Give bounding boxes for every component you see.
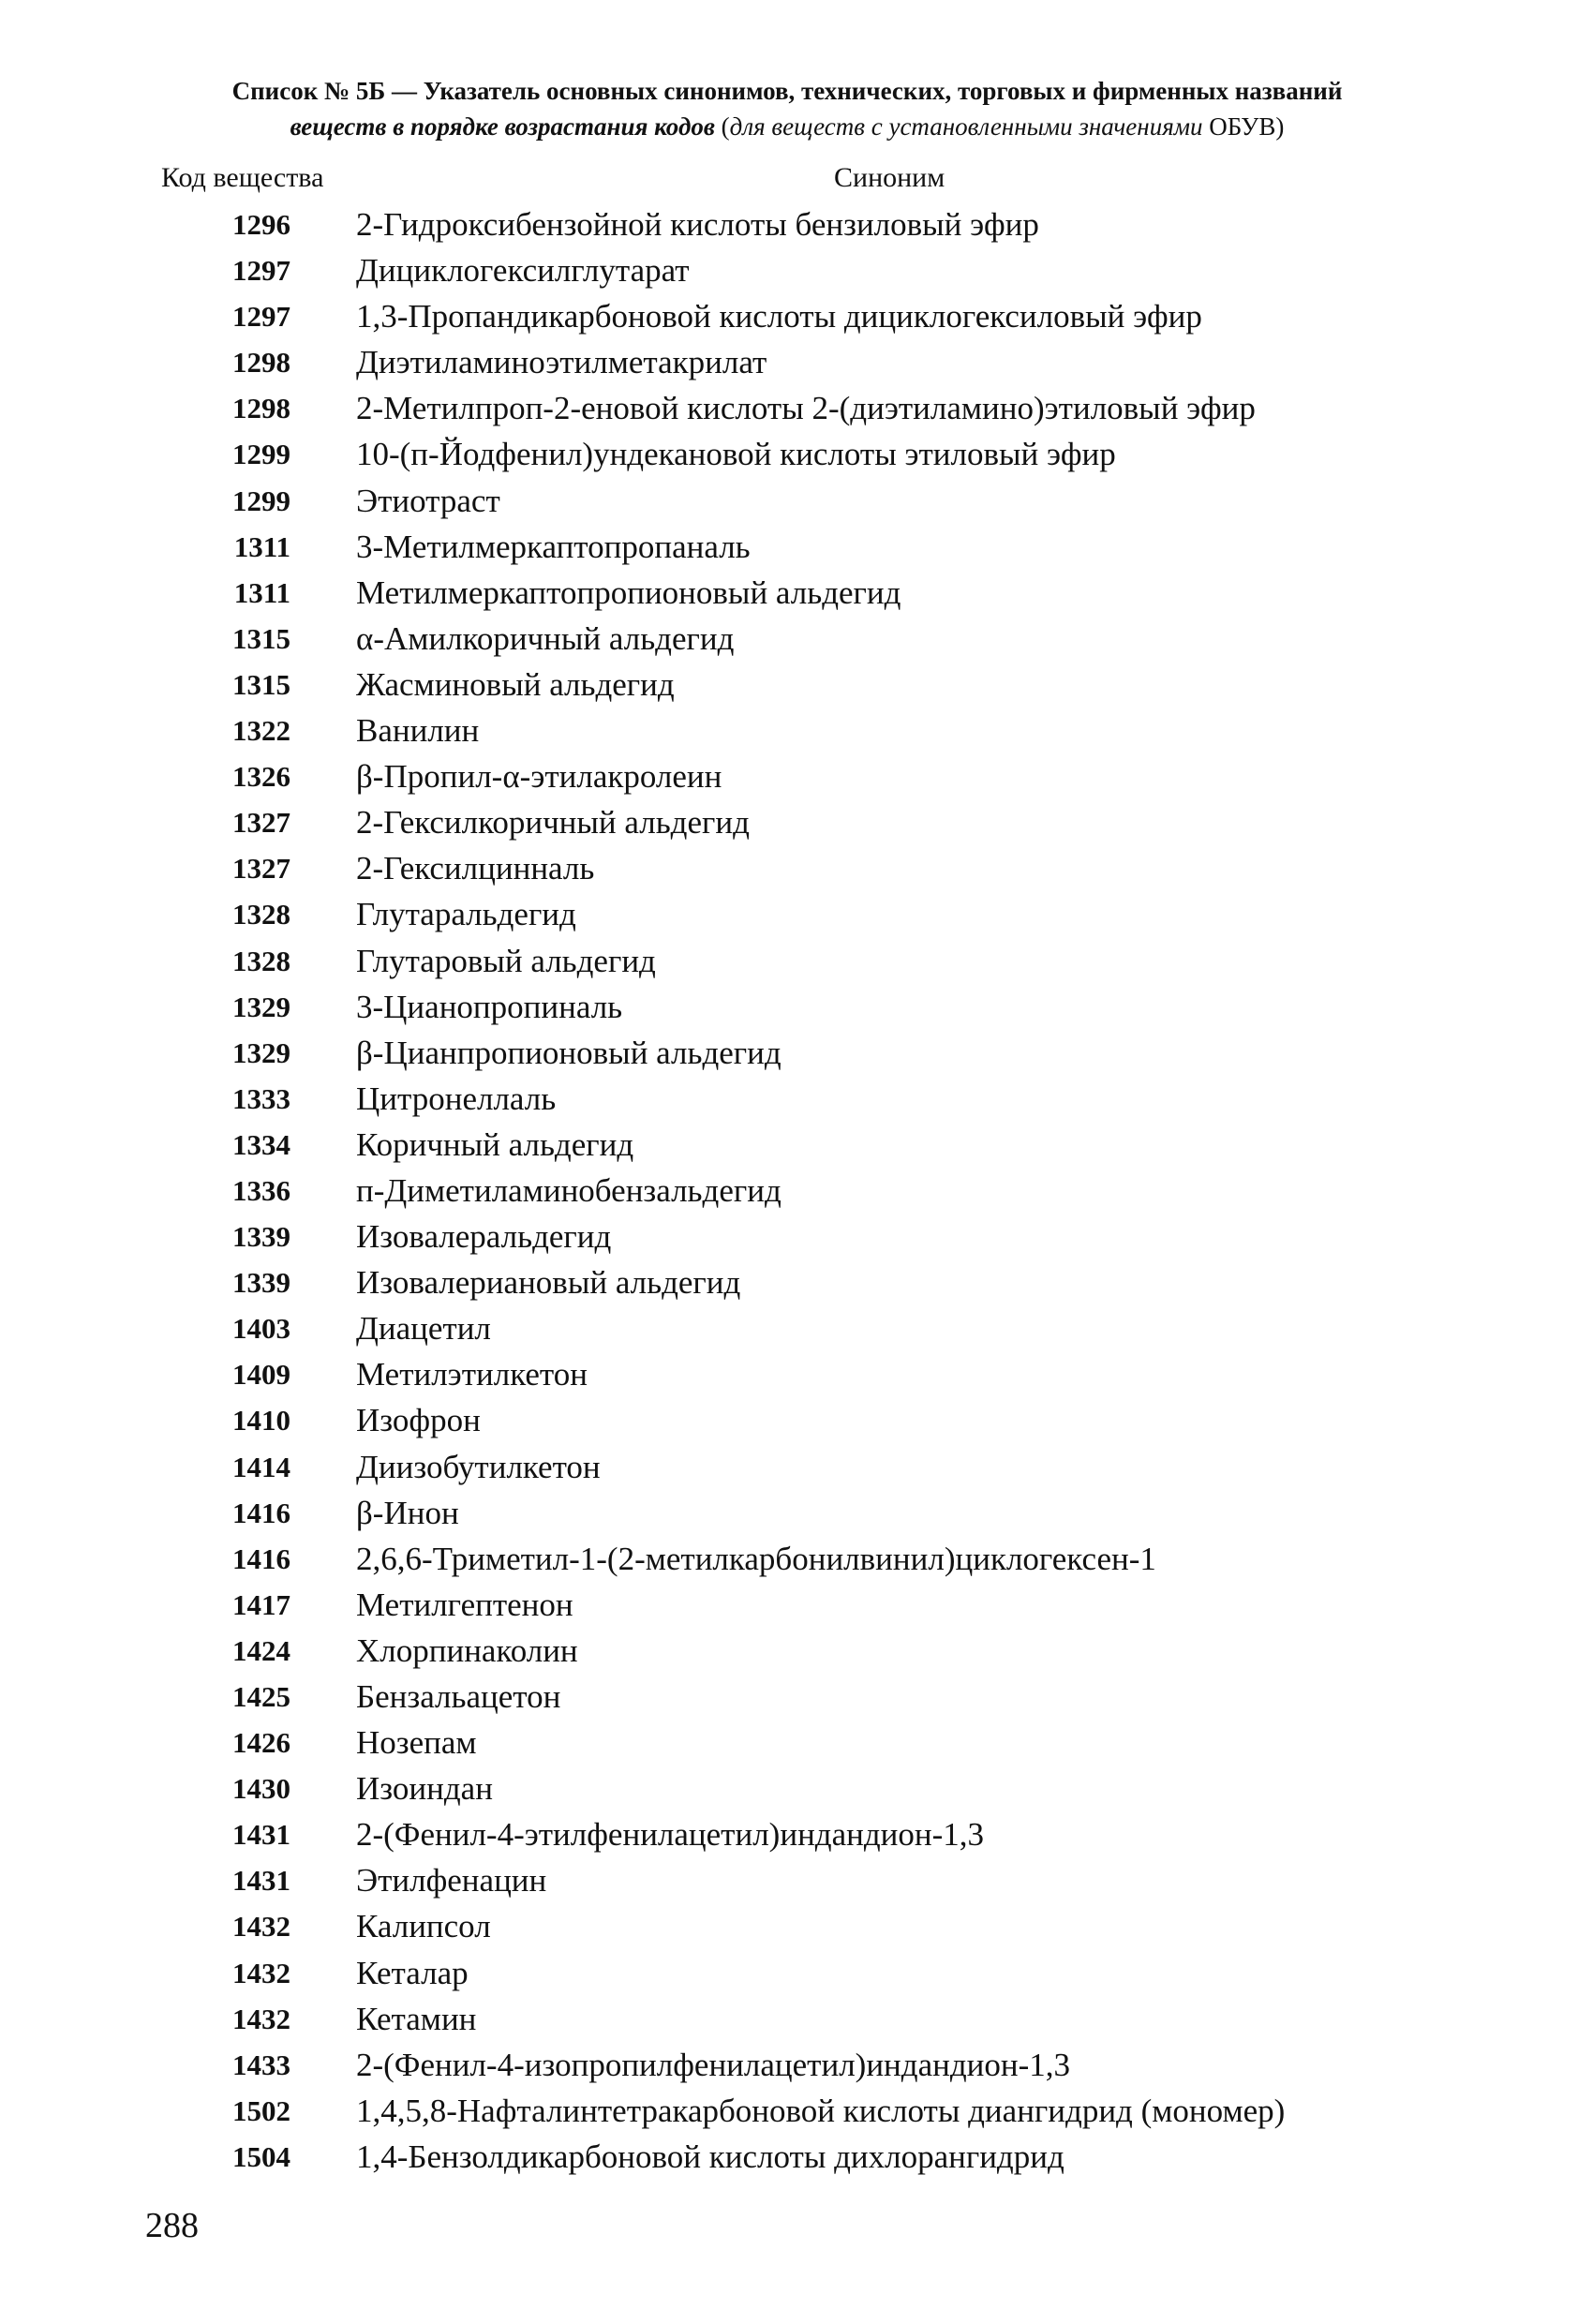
substance-code: 1299 <box>232 484 290 517</box>
table-row <box>0 1030 1593 1076</box>
table-row <box>0 2088 1593 2134</box>
substance-code: 1432 <box>232 1956 290 1989</box>
substance-code: 1315 <box>232 621 290 655</box>
table-row <box>0 1536 1593 1582</box>
substance-code: 1328 <box>232 944 290 977</box>
synonym-text: Метилгептенон <box>356 1586 573 1623</box>
table-row <box>0 2042 1593 2088</box>
table-row <box>0 1857 1593 1903</box>
synonym-text: β-Пропил-α-этилакролеин <box>356 758 722 796</box>
table-row <box>0 385 1593 431</box>
synonym-text: 2-(Фенил-4-этилфенилацетил)индандион-1,3 <box>356 1816 985 1854</box>
synonym-text: Жасминовый альдегид <box>356 665 675 703</box>
table-row <box>0 1765 1593 1811</box>
substance-code: 1403 <box>232 1312 290 1346</box>
synonym-text: Глутаральдегид <box>356 896 576 933</box>
table-row <box>0 2134 1593 2180</box>
table-row <box>0 1351 1593 1397</box>
table-row <box>0 1076 1593 1122</box>
table-row <box>0 616 1593 662</box>
table-row <box>0 845 1593 891</box>
substance-code: 1424 <box>232 1633 290 1667</box>
substance-code: 1297 <box>232 254 290 288</box>
table-row <box>0 1122 1593 1168</box>
synonym-text: Нозепам <box>356 1724 477 1762</box>
substance-code: 1425 <box>232 1680 290 1713</box>
synonym-text: 3-Цианопропиналь <box>356 988 623 1025</box>
column-header-code: Код вещества <box>161 162 324 193</box>
table-row <box>0 1582 1593 1628</box>
substance-code: 1311 <box>233 575 290 609</box>
synonym-text: Этиотраст <box>356 482 500 519</box>
table-row <box>0 339 1593 385</box>
synonym-text: α-Амилкоричный альдегид <box>356 619 735 657</box>
synonym-text: Цитронеллаль <box>356 1080 557 1117</box>
synonym-text: Хлорпинаколин <box>356 1631 578 1669</box>
synonym-text: 2-Метилпроп-2-еновой кислоты 2-(диэтиламино)этиловый эфир <box>356 390 1256 427</box>
synonym-text: Диацетил <box>356 1310 491 1348</box>
table-row <box>0 1903 1593 1949</box>
synonym-text: Изовалеральдегид <box>356 1218 612 1256</box>
synonym-text: 10-(п-Йодфенил)ундекановой кислоты этиловый эфир <box>356 436 1116 473</box>
synonym-text: Ванилин <box>356 712 480 750</box>
table-row <box>0 1674 1593 1720</box>
synonym-text: β-Цианпропионовый альдегид <box>356 1034 782 1071</box>
substance-code: 1298 <box>232 392 290 425</box>
substance-code: 1328 <box>232 898 290 931</box>
synonym-text: 3-Метилмеркаптопропаналь <box>356 528 751 565</box>
substance-code: 1416 <box>232 1542 290 1575</box>
synonym-text: Изовалериановый альдегид <box>356 1264 741 1302</box>
table-row <box>0 1305 1593 1351</box>
substance-code: 1327 <box>232 852 290 886</box>
substance-code: 1326 <box>232 760 290 794</box>
synonym-text: Калипсол <box>356 1908 491 1945</box>
substance-code: 1329 <box>232 990 290 1023</box>
title-line-2 <box>141 109 1434 144</box>
synonym-text: Диэтиламиноэтилметакрилат <box>356 344 767 381</box>
synonym-text: Изоиндан <box>356 1770 493 1808</box>
table-row <box>0 1168 1593 1214</box>
synonym-text: 1,4-Бензолдикарбоновой кислоты дихлорангидрид <box>356 2138 1064 2175</box>
table-row <box>0 1490 1593 1536</box>
page-title <box>141 73 1434 144</box>
substance-code: 1333 <box>232 1081 290 1115</box>
synonym-text: п-Диметиламинобензальдегид <box>356 1171 782 1209</box>
substance-code: 1417 <box>232 1587 290 1621</box>
table-row <box>0 478 1593 524</box>
substance-code: 1426 <box>232 1726 290 1760</box>
synonym-text: 1,3-Пропандикарбоновой кислоты дициклогексиловый эфир <box>356 298 1202 335</box>
table-row <box>0 1259 1593 1305</box>
table-row <box>0 1444 1593 1490</box>
table-row <box>0 1397 1593 1443</box>
substance-code: 1433 <box>232 2048 290 2081</box>
table-row <box>0 1950 1593 1996</box>
table-row <box>0 753 1593 799</box>
synonym-text: Глутаровый альдегид <box>356 942 656 979</box>
substance-code: 1329 <box>232 1035 290 1069</box>
table-row <box>0 1996 1593 2042</box>
substance-code: 1432 <box>232 1910 290 1944</box>
table-row <box>0 1811 1593 1857</box>
substance-code: 1431 <box>232 1818 290 1852</box>
synonym-text: 2,6,6-Триметил-1-(2-метилкарбонилвинил)циклогексен-1 <box>356 1540 1156 1577</box>
table-row <box>0 1720 1593 1765</box>
substance-code: 1334 <box>232 1127 290 1161</box>
synonym-text: Этилфенацин <box>356 1862 547 1899</box>
table-row <box>0 570 1593 616</box>
substance-code: 1299 <box>232 438 290 471</box>
table-row <box>0 938 1593 984</box>
synonym-text: 2-(Фенил-4-изопропилфенилацетил)индандион-1,3 <box>356 2046 1071 2083</box>
title-line-2-emphasis: веществ в порядке возрастания кодов <box>290 112 715 141</box>
table-row <box>0 1628 1593 1674</box>
substance-code: 1336 <box>232 1173 290 1207</box>
substance-code: 1432 <box>232 2002 290 2035</box>
substance-code: 1339 <box>232 1220 290 1254</box>
table-row <box>0 201 1593 247</box>
synonym-text: Кеталар <box>356 1954 469 1991</box>
title-line-2-italic: для веществ с установленными значениями <box>729 112 1203 141</box>
synonym-text: Метилмеркаптопропионовый альдегид <box>356 574 901 611</box>
substance-code: 1298 <box>232 346 290 380</box>
page-number: 288 <box>145 2206 199 2245</box>
substance-code: 1431 <box>232 1864 290 1898</box>
synonym-text: Коричный альдегид <box>356 1125 634 1163</box>
substance-code: 1410 <box>232 1404 290 1438</box>
column-header-synonym: Синоним <box>834 162 945 193</box>
synonym-text: 2-Гексилцинналь <box>356 850 595 887</box>
table-row <box>0 984 1593 1030</box>
substance-code: 1339 <box>232 1266 290 1300</box>
synonym-text: Дициклогексилглутарат <box>356 252 690 290</box>
substance-code: 1409 <box>232 1358 290 1392</box>
substance-code: 1502 <box>232 2093 290 2127</box>
title-line-1: Список № 5Б — Указатель основных синонимов, технических, торговых и фирменных названий <box>231 77 1343 105</box>
synonym-text: Метилэтилкетон <box>356 1356 588 1393</box>
table-row <box>0 431 1593 477</box>
table-row <box>0 1214 1593 1259</box>
table-row <box>0 799 1593 845</box>
substance-code: 1414 <box>232 1450 290 1483</box>
synonym-text: Диизобутилкетон <box>356 1448 601 1485</box>
synonym-text: 2-Гексилкоричный альдегид <box>356 804 750 842</box>
substance-code: 1504 <box>232 2139 290 2173</box>
table-row <box>0 708 1593 753</box>
synonym-text: 1,4,5,8-Нафталинтетракарбоновой кислоты диангидрид (мономер) <box>356 2092 1286 2129</box>
table-row <box>0 293 1593 339</box>
table-row <box>0 662 1593 708</box>
substance-code: 1322 <box>232 714 290 748</box>
substance-code: 1297 <box>232 300 290 334</box>
synonym-table <box>0 201 1593 2180</box>
synonym-text: 2-Гидроксибензойной кислоты бензиловый эфир <box>356 206 1039 243</box>
substance-code: 1416 <box>232 1496 290 1529</box>
synonym-text: Бензальацетон <box>356 1678 561 1715</box>
substance-code: 1430 <box>232 1772 290 1806</box>
substance-code: 1327 <box>232 806 290 840</box>
synonym-text: β-Инон <box>356 1494 459 1531</box>
table-row <box>0 247 1593 293</box>
synonym-text: Кетамин <box>356 2000 477 2037</box>
title-line-2-end: ОБУВ) <box>1202 112 1285 141</box>
substance-code: 1315 <box>232 667 290 701</box>
title-line-2-paren: ( <box>714 112 730 141</box>
substance-code: 1311 <box>233 529 290 563</box>
table-row <box>0 524 1593 570</box>
table-row <box>0 891 1593 937</box>
synonym-text: Изофрон <box>356 1402 481 1439</box>
substance-code: 1296 <box>232 208 290 241</box>
